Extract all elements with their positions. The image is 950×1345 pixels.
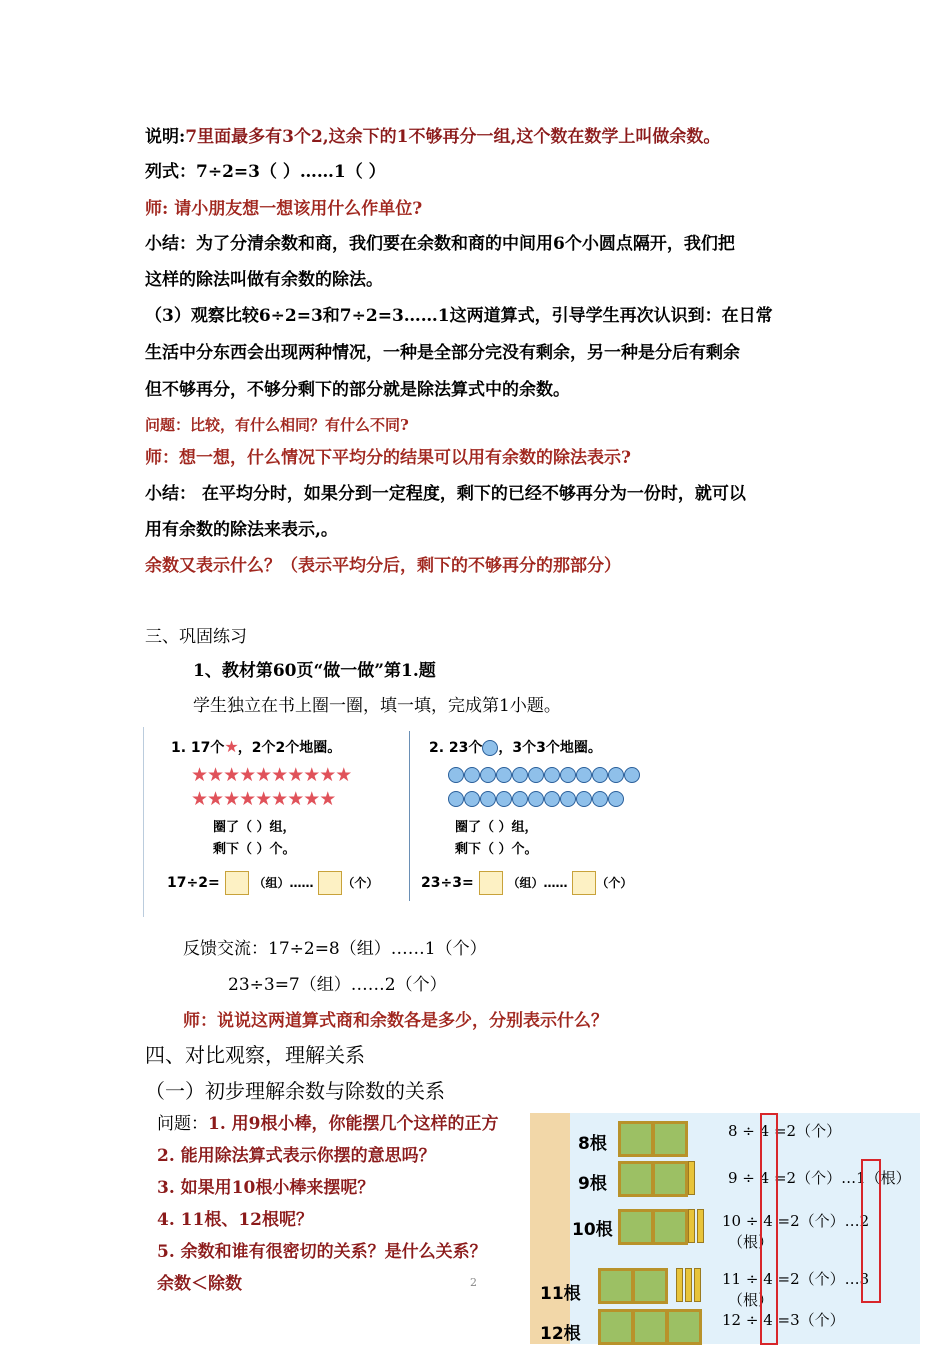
row-label-10: 10根 (572, 1220, 613, 1240)
stick (688, 1209, 695, 1243)
row-label-9: 9根 (578, 1174, 607, 1194)
equation-11: 11 ÷ 4 =2（个）…3 (722, 1270, 870, 1288)
explanation-line (145, 125, 720, 149)
star-row-2: ★★★★★★★★★ (191, 788, 336, 810)
stick-question-1: 问题：1. 用9根小棒，你能摆几个这样的正方 (157, 1114, 499, 1134)
remainder-rule: 余数＜除数 (157, 1274, 242, 1294)
compare-line-2: 生活中分东西会出现两种情况，一种是全部分完没有剩余，另一种是分后有剩余 (145, 343, 740, 363)
right-groups-blank: 圈了（ ）组， (455, 820, 538, 835)
compare-line-3: 但不够再分，不够分剩下的部分就是除法算式中的余数。 (145, 380, 570, 400)
feedback-line-1: 反馈交流：17÷2=8（组）……1（个） (183, 939, 487, 959)
divisor-highlight-box (760, 1113, 778, 1345)
stick (688, 1161, 695, 1195)
left-equation: 17÷2= （组）…… （个） (167, 871, 378, 895)
equation-10-unit: （根） (728, 1233, 774, 1251)
square (632, 1268, 668, 1304)
teacher-question-2: 师：想一想，什么情况下平均分的结果可以用有余数的除法表示? (145, 448, 631, 468)
star-icon: ★ (224, 737, 238, 756)
square (652, 1209, 688, 1245)
right-equation: 23÷3= （组）…… （个） (421, 871, 632, 895)
row-label-12: 12根 (540, 1324, 581, 1344)
formula-line: 列式：7÷2=3（ ）……1（ ） (145, 162, 386, 182)
teacher-illustration (530, 1113, 570, 1344)
left-exercise-title: 1. 17个★，2个2个地圈。 (171, 737, 342, 756)
square (598, 1268, 634, 1304)
exercise-reference: 1、教材第60页“做一做”第1.题 (193, 661, 436, 681)
circle-row-1 (448, 767, 640, 783)
square (618, 1161, 654, 1197)
equation-10: 10 ÷ 4 =2（个）…2 (722, 1212, 870, 1230)
section-four-heading: 四、对比观察，理解关系 (145, 1043, 365, 1067)
left-quotient-box[interactable] (225, 871, 249, 895)
stick (694, 1268, 701, 1302)
right-quotient-box[interactable] (479, 871, 503, 895)
page-number: 2 (470, 1276, 477, 1289)
stick (685, 1268, 692, 1302)
subsection-heading: （一）初步理解余数与除数的关系 (145, 1079, 445, 1103)
remainder-question: 余数又表示什么？（表示平均分后，剩下的不够再分的那部分） (145, 556, 621, 576)
feedback-line-2: 23÷3=7（组）……2（个） (228, 975, 447, 995)
section-three-heading: 三、巩固练习 (145, 627, 247, 647)
stick (697, 1209, 704, 1243)
square (652, 1161, 688, 1197)
right-exercise-title: 2. 23个 ，3个3个地圈。 (429, 740, 602, 756)
teacher-question-1: 师: 请小朋友想一想该用什么作单位? (145, 199, 423, 219)
right-remainder-blank: 剩下（ ）个。 (455, 842, 538, 857)
star-row-1: ★★★★★★★★★★ (191, 764, 352, 786)
equation-9: 9 ÷ 4 =2（个）…1（根） (728, 1169, 911, 1187)
figure-divider (409, 731, 410, 901)
figure-left-border (143, 727, 144, 917)
stick-question-3: 3. 如果用10根小棒来摆呢？ (157, 1178, 375, 1198)
stick-question-4: 4. 11根、12根呢？ (157, 1210, 313, 1230)
square (632, 1309, 668, 1345)
left-remainder-blank: 剩下（ ）个。 (213, 842, 296, 857)
circle-icon (482, 740, 498, 756)
exercise-instruction: 学生独立在书上圈一圈，填一填，完成第1小题。 (193, 696, 561, 716)
compare-line-1: （3）观察比较6÷2=3和7÷2=3……1这两道算式，引导学生再次认识到：在日常 (145, 306, 773, 326)
explanation-prefix: 说明: (145, 127, 186, 147)
exercise-figure (143, 727, 655, 917)
row-label-11: 11根 (540, 1284, 581, 1304)
stick (676, 1268, 683, 1302)
circle-row-2 (448, 791, 624, 807)
teacher-question-3: 师：说说这两道算式商和余数各是多少，分别表示什么？ (183, 1011, 608, 1031)
sticks-figure (530, 1113, 920, 1344)
stick-question-2: 2. 能用除法算式表示你摆的意思吗？ (157, 1146, 436, 1166)
square (652, 1121, 688, 1157)
summary-line-3: 小结： 在平均分时，如果分到一定程度，剩下的已经不够再分为一份时，就可以 (145, 484, 746, 504)
square (618, 1209, 654, 1245)
equation-12: 12 ÷ 4 =3（个） (722, 1311, 845, 1329)
left-groups-blank: 圈了（ ）组， (213, 820, 296, 835)
left-remainder-box[interactable] (318, 871, 342, 895)
right-remainder-box[interactable] (572, 871, 596, 895)
stick-question-5: 5. 余数和谁有很密切的关系？是什么关系？ (157, 1242, 487, 1262)
square (598, 1309, 634, 1345)
question-compare: 问题：比较，有什么相同？有什么不同? (145, 416, 409, 434)
summary-line-2: 这样的除法叫做有余数的除法。 (145, 270, 383, 290)
square (618, 1121, 654, 1157)
summary-line-4: 用有余数的除法来表示,。 (145, 520, 338, 540)
summary-line-1: 小结：为了分清余数和商，我们要在余数和商的中间用6个小圆点隔开，我们把 (145, 234, 735, 254)
square (666, 1309, 702, 1345)
row-label-8: 8根 (578, 1134, 607, 1154)
equation-8: 8 ÷ 4 =2（个） (728, 1122, 842, 1140)
equation-11-unit: （根） (728, 1291, 774, 1309)
explanation-text: 7里面最多有3个2,这余下的1不够再分一组,这个数在数学上叫做余数。 (185, 127, 721, 147)
remainder-highlight-box (861, 1159, 881, 1303)
